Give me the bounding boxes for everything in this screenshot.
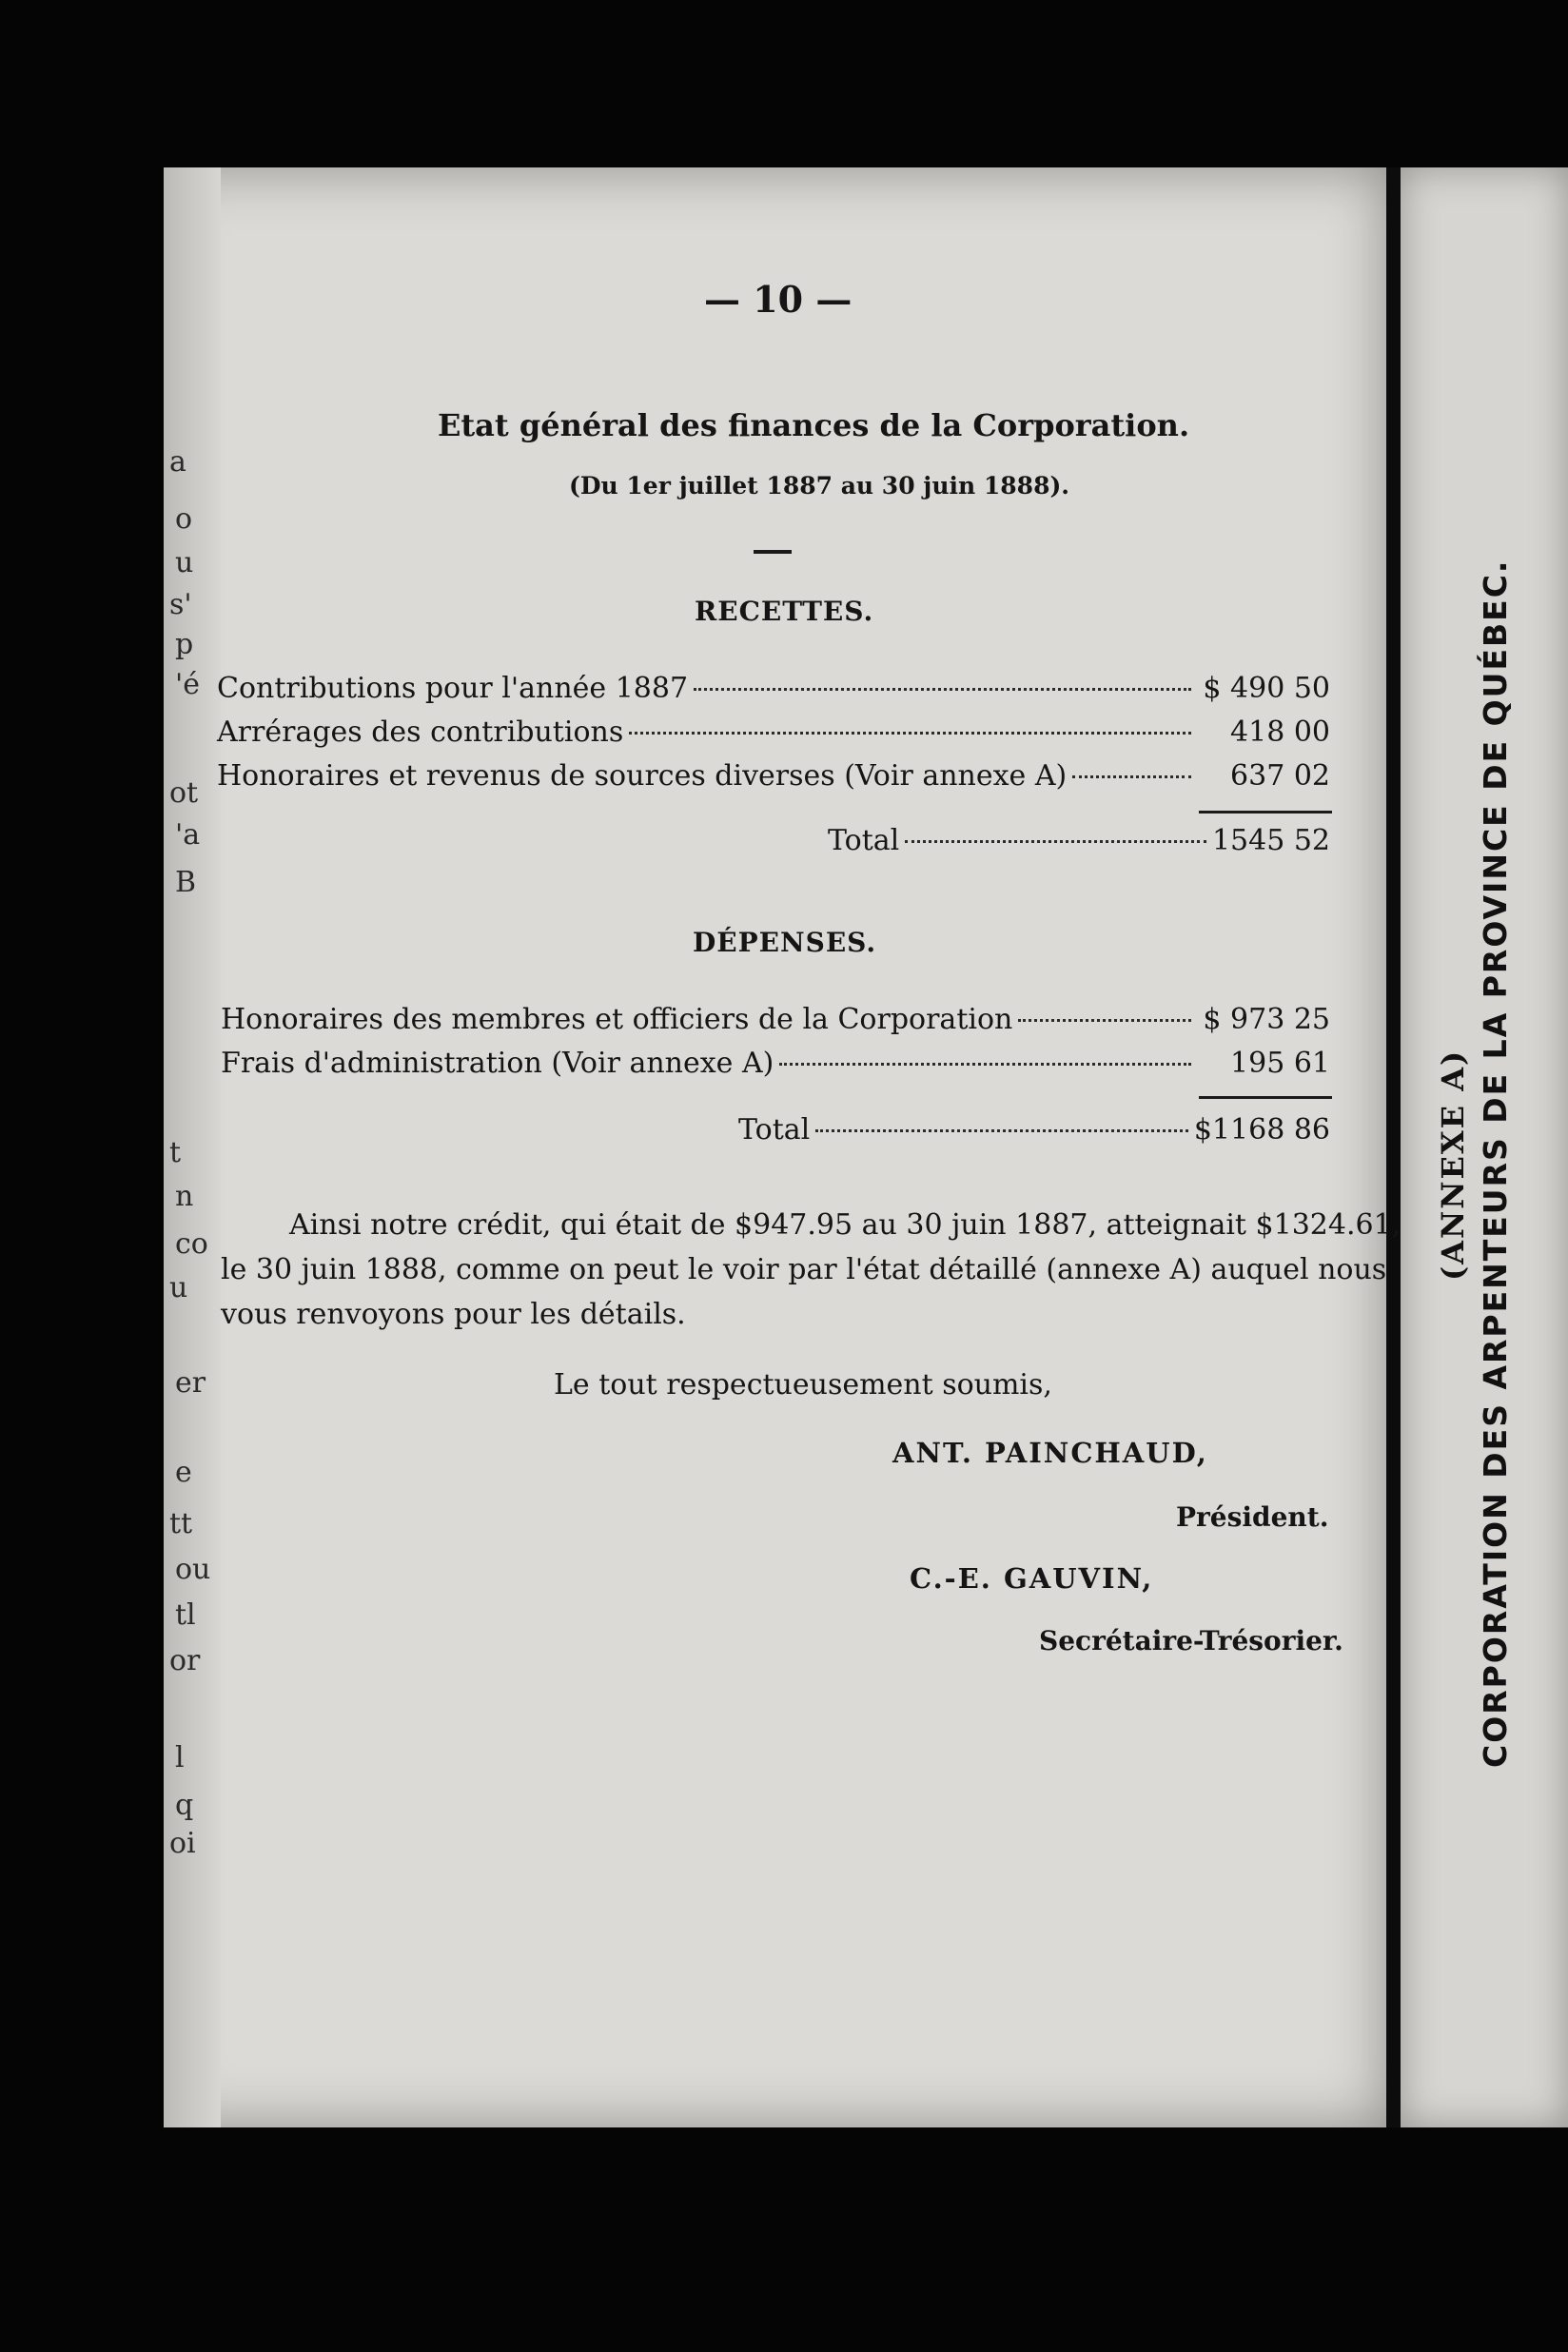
expense-label: Frais d'administration (Voir annexe A) [221, 1047, 774, 1080]
side-annex-label: (ANNEXE A) [1435, 1049, 1471, 1281]
expense-row [221, 1003, 1330, 1041]
margin-fragment: q [175, 1789, 194, 1822]
receipt-amount: 637 02 [1230, 759, 1330, 793]
margin-fragment: tt [169, 1507, 193, 1540]
closing-line: Le tout respectueusement soumis, [554, 1368, 1052, 1401]
receipt-row [217, 672, 1330, 710]
margin-fragment: ot [169, 776, 199, 810]
margin-fragment: ou [175, 1553, 211, 1586]
margin-fragment: s' [169, 588, 192, 621]
expense-amount: 195 61 [1230, 1047, 1330, 1080]
expense-row [221, 1047, 1330, 1085]
margin-fragment: co [175, 1227, 208, 1261]
paragraph-line: Ainsi notre crédit, qui était de $947.95 au 30 juin 1887, atteignait $1324.61, [289, 1208, 1401, 1242]
dot-leader [905, 840, 1206, 843]
receipt-label: Contributions pour l'année 1887 [217, 672, 689, 705]
margin-fragment: oi [169, 1827, 196, 1860]
side-organization-title: CORPORATION DES ARPENTEURS DE LA PROVINCE DE QUÉBEC. [1477, 559, 1514, 1768]
sum-rule [1199, 1096, 1332, 1099]
margin-fragment: u [169, 1271, 188, 1304]
sum-rule [1199, 811, 1332, 813]
dot-leader [629, 732, 1191, 735]
document-title: Etat général des finances de la Corporation. [438, 407, 1190, 443]
document-page [164, 167, 1401, 2127]
total-label: Total [828, 824, 900, 857]
expense-amount: $ 973 25 [1203, 1003, 1330, 1036]
margin-fragment: e [175, 1456, 192, 1489]
dot-leader [779, 1063, 1191, 1066]
expenses-total-row [738, 1113, 1330, 1147]
margin-fragment: p [175, 628, 194, 661]
title-divider [754, 550, 792, 554]
margin-fragment: t [169, 1136, 182, 1169]
receipt-label: Arrérages des contributions [217, 715, 624, 749]
margin-fragment: 'a [175, 818, 201, 852]
page-gutter [1386, 167, 1401, 2127]
page-number: — 10 — [704, 278, 853, 321]
margin-fragment: u [175, 546, 194, 579]
dot-leader [1072, 775, 1191, 778]
total-amount: 1545 52 [1211, 824, 1330, 857]
receipts-heading: RECETTES. [695, 596, 874, 627]
margin-fragment: l [175, 1741, 185, 1774]
margin-fragment: er [175, 1366, 206, 1400]
summary-paragraph [221, 1203, 1401, 1337]
dot-leader [815, 1129, 1188, 1132]
receipt-amount: 418 00 [1230, 715, 1330, 749]
margin-fragment: or [169, 1644, 201, 1677]
dot-leader [694, 688, 1191, 691]
margin-fragment: 'é [175, 668, 201, 701]
expenses-heading: DÉPENSES. [693, 927, 877, 958]
dot-leader [1018, 1019, 1191, 1022]
expense-label: Honoraires des membres et officiers de la Corporation [221, 1003, 1013, 1036]
margin-fragment: o [175, 502, 193, 536]
signatory-role: Président. [1176, 1501, 1329, 1533]
signatory-name: C.-E. GAUVIN, [910, 1562, 1154, 1595]
paragraph-line: vous renvoyons pour les détails. [221, 1298, 686, 1331]
receipt-row [217, 715, 1330, 754]
margin-fragment: n [175, 1180, 194, 1213]
document-subtitle: (Du 1er juillet 1887 au 30 juin 1888). [569, 472, 1070, 500]
receipts-total-row [828, 824, 1330, 857]
total-label: Total [738, 1113, 811, 1147]
paragraph-line: le 30 juin 1888, comme on peut le voir par l'état détaillé (annexe A) auquel nous [221, 1253, 1387, 1286]
receipt-row [217, 759, 1330, 797]
margin-fragment: tl [175, 1598, 196, 1632]
margin-fragment: a [169, 445, 186, 479]
receipt-label: Honoraires et revenus de sources diverses (Voir annexe A) [217, 759, 1068, 793]
signatory-role: Secrétaire-Trésorier. [1039, 1625, 1343, 1656]
margin-fragment: B [175, 866, 197, 899]
total-amount: $1168 86 [1193, 1113, 1330, 1147]
receipt-amount: $ 490 50 [1203, 672, 1330, 705]
signatory-name: ANT. PAINCHAUD, [892, 1437, 1208, 1469]
